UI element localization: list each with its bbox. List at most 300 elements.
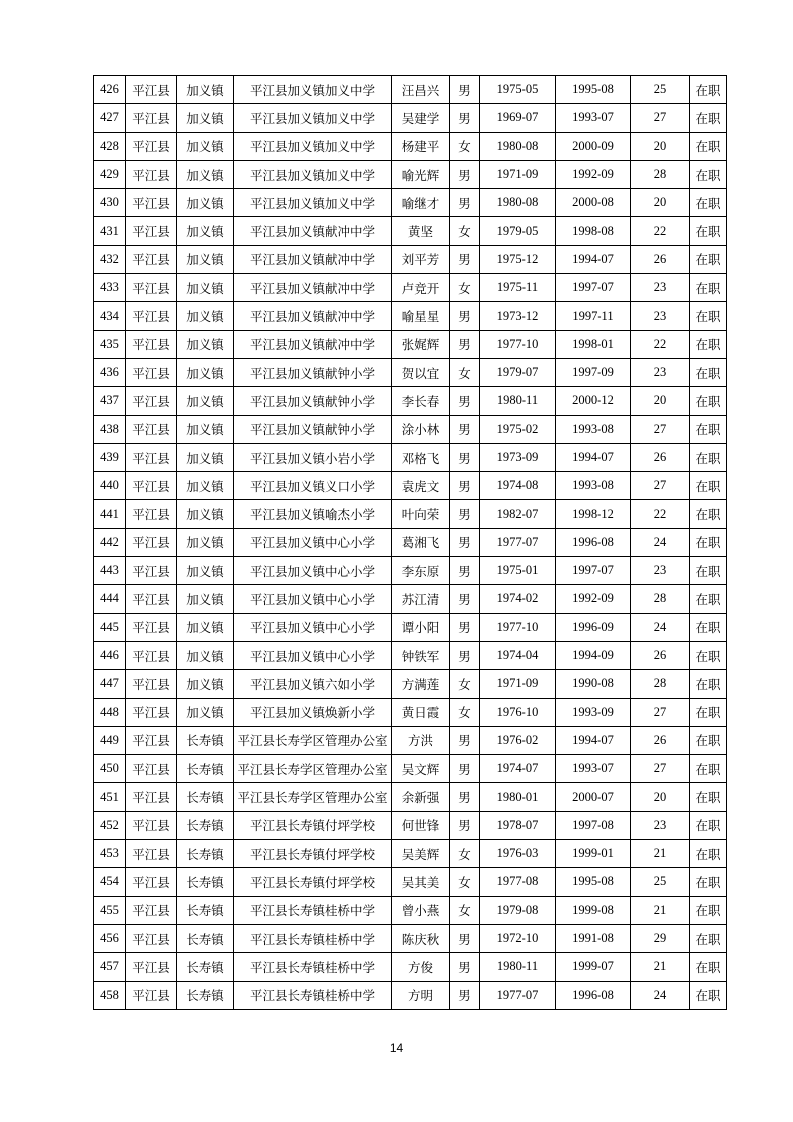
county-cell: 平江县 <box>126 783 177 811</box>
county-cell: 平江县 <box>126 924 177 952</box>
work-start-date-cell: 1993-09 <box>556 698 631 726</box>
years-of-service-cell: 27 <box>631 755 690 783</box>
status-cell: 在职 <box>690 302 727 330</box>
school-cell: 平江县加义镇焕新小学 <box>234 698 392 726</box>
table-row <box>94 358 727 386</box>
school-cell: 平江县加义镇加义中学 <box>234 76 392 104</box>
work-start-date-cell: 1997-07 <box>556 557 631 585</box>
years-of-service-cell: 24 <box>631 613 690 641</box>
serial-number-cell: 455 <box>94 896 126 924</box>
name-cell: 卢竞开 <box>392 274 450 302</box>
county-cell: 平江县 <box>126 557 177 585</box>
table-row <box>94 415 727 443</box>
gender-cell: 男 <box>450 472 480 500</box>
town-cell: 加义镇 <box>177 358 234 386</box>
serial-number-cell: 436 <box>94 358 126 386</box>
county-cell: 平江县 <box>126 302 177 330</box>
work-start-date-cell: 2000-12 <box>556 387 631 415</box>
county-cell: 平江县 <box>126 387 177 415</box>
town-cell: 长寿镇 <box>177 896 234 924</box>
work-start-date-cell: 1991-08 <box>556 924 631 952</box>
years-of-service-cell: 28 <box>631 160 690 188</box>
birth-date-cell: 1975-05 <box>480 76 556 104</box>
name-cell: 黄日霞 <box>392 698 450 726</box>
town-cell: 加义镇 <box>177 557 234 585</box>
name-cell: 喻继才 <box>392 189 450 217</box>
status-cell: 在职 <box>690 274 727 302</box>
table-row <box>94 840 727 868</box>
name-cell: 吴建学 <box>392 104 450 132</box>
name-cell: 方满莲 <box>392 670 450 698</box>
gender-cell: 男 <box>450 726 480 754</box>
status-cell: 在职 <box>690 160 727 188</box>
school-cell: 平江县加义镇小岩小学 <box>234 443 392 471</box>
status-cell: 在职 <box>690 698 727 726</box>
years-of-service-cell: 23 <box>631 274 690 302</box>
gender-cell: 男 <box>450 245 480 273</box>
gender-cell: 女 <box>450 274 480 302</box>
table-row <box>94 924 727 952</box>
birth-date-cell: 1980-08 <box>480 189 556 217</box>
county-cell: 平江县 <box>126 981 177 1009</box>
serial-number-cell: 439 <box>94 443 126 471</box>
serial-number-cell: 447 <box>94 670 126 698</box>
table-row <box>94 670 727 698</box>
county-cell: 平江县 <box>126 641 177 669</box>
serial-number-cell: 445 <box>94 613 126 641</box>
serial-number-cell: 434 <box>94 302 126 330</box>
county-cell: 平江县 <box>126 358 177 386</box>
years-of-service-cell: 25 <box>631 868 690 896</box>
name-cell: 杨建平 <box>392 132 450 160</box>
years-of-service-cell: 26 <box>631 443 690 471</box>
serial-number-cell: 430 <box>94 189 126 217</box>
years-of-service-cell: 28 <box>631 670 690 698</box>
years-of-service-cell: 24 <box>631 528 690 556</box>
table-body <box>94 76 727 1010</box>
school-cell: 平江县加义镇中心小学 <box>234 613 392 641</box>
school-cell: 平江县加义镇献冲中学 <box>234 330 392 358</box>
county-cell: 平江县 <box>126 330 177 358</box>
gender-cell: 男 <box>450 613 480 641</box>
name-cell: 李长春 <box>392 387 450 415</box>
years-of-service-cell: 23 <box>631 557 690 585</box>
birth-date-cell: 1980-11 <box>480 387 556 415</box>
serial-number-cell: 456 <box>94 924 126 952</box>
table-row <box>94 613 727 641</box>
birth-date-cell: 1979-05 <box>480 217 556 245</box>
years-of-service-cell: 25 <box>631 76 690 104</box>
birth-date-cell: 1971-09 <box>480 160 556 188</box>
serial-number-cell: 438 <box>94 415 126 443</box>
status-cell: 在职 <box>690 189 727 217</box>
school-cell: 平江县加义镇献钟小学 <box>234 358 392 386</box>
county-cell: 平江县 <box>126 500 177 528</box>
gender-cell: 男 <box>450 641 480 669</box>
birth-date-cell: 1976-02 <box>480 726 556 754</box>
county-cell: 平江县 <box>126 217 177 245</box>
town-cell: 长寿镇 <box>177 868 234 896</box>
serial-number-cell: 448 <box>94 698 126 726</box>
county-cell: 平江县 <box>126 189 177 217</box>
gender-cell: 女 <box>450 840 480 868</box>
table-row <box>94 76 727 104</box>
status-cell: 在职 <box>690 528 727 556</box>
gender-cell: 男 <box>450 189 480 217</box>
town-cell: 加义镇 <box>177 132 234 160</box>
status-cell: 在职 <box>690 953 727 981</box>
town-cell: 加义镇 <box>177 189 234 217</box>
years-of-service-cell: 22 <box>631 500 690 528</box>
school-cell: 平江县长寿镇桂桥中学 <box>234 896 392 924</box>
table-row <box>94 868 727 896</box>
table-row <box>94 783 727 811</box>
town-cell: 加义镇 <box>177 274 234 302</box>
work-start-date-cell: 2000-09 <box>556 132 631 160</box>
work-start-date-cell: 1996-08 <box>556 981 631 1009</box>
years-of-service-cell: 20 <box>631 189 690 217</box>
status-cell: 在职 <box>690 330 727 358</box>
county-cell: 平江县 <box>126 840 177 868</box>
work-start-date-cell: 1996-08 <box>556 528 631 556</box>
school-cell: 平江县长寿镇付坪学校 <box>234 868 392 896</box>
school-cell: 平江县长寿镇桂桥中学 <box>234 981 392 1009</box>
work-start-date-cell: 1998-08 <box>556 217 631 245</box>
status-cell: 在职 <box>690 811 727 839</box>
name-cell: 方明 <box>392 981 450 1009</box>
work-start-date-cell: 1994-07 <box>556 726 631 754</box>
county-cell: 平江县 <box>126 755 177 783</box>
town-cell: 加义镇 <box>177 160 234 188</box>
status-cell: 在职 <box>690 585 727 613</box>
serial-number-cell: 450 <box>94 755 126 783</box>
county-cell: 平江县 <box>126 585 177 613</box>
birth-date-cell: 1977-07 <box>480 981 556 1009</box>
serial-number-cell: 437 <box>94 387 126 415</box>
work-start-date-cell: 1992-09 <box>556 585 631 613</box>
serial-number-cell: 426 <box>94 76 126 104</box>
town-cell: 加义镇 <box>177 528 234 556</box>
work-start-date-cell: 1994-07 <box>556 245 631 273</box>
school-cell: 平江县长寿学区管理办公室 <box>234 755 392 783</box>
years-of-service-cell: 20 <box>631 783 690 811</box>
serial-number-cell: 441 <box>94 500 126 528</box>
serial-number-cell: 440 <box>94 472 126 500</box>
table-row <box>94 641 727 669</box>
gender-cell: 男 <box>450 981 480 1009</box>
work-start-date-cell: 1994-07 <box>556 443 631 471</box>
status-cell: 在职 <box>690 755 727 783</box>
birth-date-cell: 1975-12 <box>480 245 556 273</box>
school-cell: 平江县长寿镇付坪学校 <box>234 811 392 839</box>
school-cell: 平江县加义镇献钟小学 <box>234 387 392 415</box>
status-cell: 在职 <box>690 132 727 160</box>
birth-date-cell: 1976-10 <box>480 698 556 726</box>
gender-cell: 男 <box>450 415 480 443</box>
work-start-date-cell: 1997-11 <box>556 302 631 330</box>
name-cell: 喻星星 <box>392 302 450 330</box>
work-start-date-cell: 1994-09 <box>556 641 631 669</box>
status-cell: 在职 <box>690 557 727 585</box>
table-row <box>94 981 727 1009</box>
gender-cell: 男 <box>450 330 480 358</box>
work-start-date-cell: 1999-01 <box>556 840 631 868</box>
county-cell: 平江县 <box>126 811 177 839</box>
years-of-service-cell: 22 <box>631 330 690 358</box>
status-cell: 在职 <box>690 443 727 471</box>
page-number: 14 <box>389 1041 404 1055</box>
table-row <box>94 217 727 245</box>
county-cell: 平江县 <box>126 868 177 896</box>
birth-date-cell: 1980-01 <box>480 783 556 811</box>
town-cell: 加义镇 <box>177 670 234 698</box>
town-cell: 长寿镇 <box>177 811 234 839</box>
work-start-date-cell: 1993-08 <box>556 415 631 443</box>
school-cell: 平江县加义镇加义中学 <box>234 104 392 132</box>
school-cell: 平江县加义镇中心小学 <box>234 641 392 669</box>
name-cell: 刘平芳 <box>392 245 450 273</box>
town-cell: 加义镇 <box>177 613 234 641</box>
gender-cell: 男 <box>450 953 480 981</box>
table-row <box>94 953 727 981</box>
table-row <box>94 132 727 160</box>
school-cell: 平江县加义镇加义中学 <box>234 160 392 188</box>
status-cell: 在职 <box>690 387 727 415</box>
town-cell: 加义镇 <box>177 585 234 613</box>
table-row <box>94 104 727 132</box>
county-cell: 平江县 <box>126 472 177 500</box>
school-cell: 平江县长寿学区管理办公室 <box>234 726 392 754</box>
years-of-service-cell: 27 <box>631 698 690 726</box>
years-of-service-cell: 21 <box>631 896 690 924</box>
birth-date-cell: 1982-07 <box>480 500 556 528</box>
town-cell: 长寿镇 <box>177 924 234 952</box>
serial-number-cell: 429 <box>94 160 126 188</box>
town-cell: 加义镇 <box>177 330 234 358</box>
birth-date-cell: 1974-07 <box>480 755 556 783</box>
gender-cell: 女 <box>450 698 480 726</box>
gender-cell: 男 <box>450 500 480 528</box>
gender-cell: 男 <box>450 755 480 783</box>
name-cell: 涂小林 <box>392 415 450 443</box>
table-row <box>94 500 727 528</box>
town-cell: 加义镇 <box>177 500 234 528</box>
years-of-service-cell: 21 <box>631 953 690 981</box>
gender-cell: 男 <box>450 443 480 471</box>
town-cell: 长寿镇 <box>177 840 234 868</box>
birth-date-cell: 1972-10 <box>480 924 556 952</box>
table-row <box>94 811 727 839</box>
status-cell: 在职 <box>690 500 727 528</box>
birth-date-cell: 1977-08 <box>480 868 556 896</box>
town-cell: 加义镇 <box>177 387 234 415</box>
table-row <box>94 755 727 783</box>
county-cell: 平江县 <box>126 245 177 273</box>
table-row <box>94 274 727 302</box>
name-cell: 葛湘飞 <box>392 528 450 556</box>
school-cell: 平江县加义镇献冲中学 <box>234 245 392 273</box>
years-of-service-cell: 29 <box>631 924 690 952</box>
years-of-service-cell: 23 <box>631 302 690 330</box>
serial-number-cell: 442 <box>94 528 126 556</box>
years-of-service-cell: 28 <box>631 585 690 613</box>
status-cell: 在职 <box>690 726 727 754</box>
work-start-date-cell: 1995-08 <box>556 868 631 896</box>
serial-number-cell: 435 <box>94 330 126 358</box>
birth-date-cell: 1973-12 <box>480 302 556 330</box>
birth-date-cell: 1975-02 <box>480 415 556 443</box>
birth-date-cell: 1979-07 <box>480 358 556 386</box>
county-cell: 平江县 <box>126 76 177 104</box>
years-of-service-cell: 27 <box>631 472 690 500</box>
status-cell: 在职 <box>690 981 727 1009</box>
serial-number-cell: 432 <box>94 245 126 273</box>
name-cell: 叶向荣 <box>392 500 450 528</box>
years-of-service-cell: 21 <box>631 840 690 868</box>
years-of-service-cell: 20 <box>631 132 690 160</box>
work-start-date-cell: 2000-07 <box>556 783 631 811</box>
school-cell: 平江县加义镇中心小学 <box>234 557 392 585</box>
school-cell: 平江县长寿镇桂桥中学 <box>234 953 392 981</box>
birth-date-cell: 1977-10 <box>480 613 556 641</box>
work-start-date-cell: 1995-08 <box>556 76 631 104</box>
serial-number-cell: 443 <box>94 557 126 585</box>
county-cell: 平江县 <box>126 670 177 698</box>
years-of-service-cell: 27 <box>631 415 690 443</box>
name-cell: 黄坚 <box>392 217 450 245</box>
school-cell: 平江县加义镇喻杰小学 <box>234 500 392 528</box>
county-cell: 平江县 <box>126 274 177 302</box>
name-cell: 苏江清 <box>392 585 450 613</box>
table-row <box>94 528 727 556</box>
gender-cell: 男 <box>450 557 480 585</box>
table-row <box>94 698 727 726</box>
gender-cell: 男 <box>450 585 480 613</box>
status-cell: 在职 <box>690 217 727 245</box>
gender-cell: 男 <box>450 783 480 811</box>
table-row <box>94 245 727 273</box>
table-row <box>94 160 727 188</box>
gender-cell: 女 <box>450 868 480 896</box>
years-of-service-cell: 26 <box>631 726 690 754</box>
gender-cell: 男 <box>450 811 480 839</box>
gender-cell: 男 <box>450 160 480 188</box>
serial-number-cell: 451 <box>94 783 126 811</box>
gender-cell: 女 <box>450 670 480 698</box>
serial-number-cell: 428 <box>94 132 126 160</box>
work-start-date-cell: 2000-08 <box>556 189 631 217</box>
county-cell: 平江县 <box>126 953 177 981</box>
county-cell: 平江县 <box>126 726 177 754</box>
status-cell: 在职 <box>690 104 727 132</box>
table-row <box>94 189 727 217</box>
town-cell: 长寿镇 <box>177 783 234 811</box>
table-row <box>94 472 727 500</box>
years-of-service-cell: 23 <box>631 358 690 386</box>
birth-date-cell: 1976-03 <box>480 840 556 868</box>
name-cell: 方洪 <box>392 726 450 754</box>
work-start-date-cell: 1996-09 <box>556 613 631 641</box>
name-cell: 邓格飞 <box>392 443 450 471</box>
school-cell: 平江县长寿镇桂桥中学 <box>234 924 392 952</box>
table-row <box>94 387 727 415</box>
county-cell: 平江县 <box>126 613 177 641</box>
name-cell: 何世锋 <box>392 811 450 839</box>
town-cell: 加义镇 <box>177 698 234 726</box>
work-start-date-cell: 1993-07 <box>556 104 631 132</box>
status-cell: 在职 <box>690 245 727 273</box>
birth-date-cell: 1969-07 <box>480 104 556 132</box>
county-cell: 平江县 <box>126 896 177 924</box>
years-of-service-cell: 20 <box>631 387 690 415</box>
serial-number-cell: 458 <box>94 981 126 1009</box>
gender-cell: 男 <box>450 528 480 556</box>
county-cell: 平江县 <box>126 104 177 132</box>
work-start-date-cell: 1993-08 <box>556 472 631 500</box>
school-cell: 平江县加义镇加义中学 <box>234 132 392 160</box>
gender-cell: 男 <box>450 924 480 952</box>
town-cell: 长寿镇 <box>177 981 234 1009</box>
town-cell: 加义镇 <box>177 415 234 443</box>
years-of-service-cell: 24 <box>631 981 690 1009</box>
work-start-date-cell: 1990-08 <box>556 670 631 698</box>
school-cell: 平江县加义镇中心小学 <box>234 528 392 556</box>
table-row <box>94 726 727 754</box>
town-cell: 加义镇 <box>177 104 234 132</box>
birth-date-cell: 1978-07 <box>480 811 556 839</box>
county-cell: 平江县 <box>126 443 177 471</box>
town-cell: 加义镇 <box>177 302 234 330</box>
school-cell: 平江县加义镇献冲中学 <box>234 302 392 330</box>
town-cell: 加义镇 <box>177 443 234 471</box>
county-cell: 平江县 <box>126 132 177 160</box>
work-start-date-cell: 1999-08 <box>556 896 631 924</box>
gender-cell: 女 <box>450 217 480 245</box>
birth-date-cell: 1974-08 <box>480 472 556 500</box>
school-cell: 平江县长寿镇付坪学校 <box>234 840 392 868</box>
name-cell: 方俊 <box>392 953 450 981</box>
serial-number-cell: 453 <box>94 840 126 868</box>
birth-date-cell: 1971-09 <box>480 670 556 698</box>
years-of-service-cell: 26 <box>631 245 690 273</box>
name-cell: 谭小阳 <box>392 613 450 641</box>
table-row <box>94 585 727 613</box>
gender-cell: 男 <box>450 302 480 330</box>
school-cell: 平江县加义镇加义中学 <box>234 189 392 217</box>
gender-cell: 女 <box>450 896 480 924</box>
school-cell: 平江县长寿学区管理办公室 <box>234 783 392 811</box>
work-start-date-cell: 1999-07 <box>556 953 631 981</box>
status-cell: 在职 <box>690 613 727 641</box>
town-cell: 长寿镇 <box>177 953 234 981</box>
years-of-service-cell: 23 <box>631 811 690 839</box>
serial-number-cell: 449 <box>94 726 126 754</box>
birth-date-cell: 1974-02 <box>480 585 556 613</box>
work-start-date-cell: 1998-01 <box>556 330 631 358</box>
school-cell: 平江县加义镇义口小学 <box>234 472 392 500</box>
name-cell: 钟铁军 <box>392 641 450 669</box>
name-cell: 喻光辉 <box>392 160 450 188</box>
serial-number-cell: 457 <box>94 953 126 981</box>
birth-date-cell: 1977-10 <box>480 330 556 358</box>
gender-cell: 男 <box>450 387 480 415</box>
table-row <box>94 330 727 358</box>
status-cell: 在职 <box>690 868 727 896</box>
school-cell: 平江县加义镇献冲中学 <box>234 217 392 245</box>
school-cell: 平江县加义镇献冲中学 <box>234 274 392 302</box>
name-cell: 吴美辉 <box>392 840 450 868</box>
status-cell: 在职 <box>690 472 727 500</box>
